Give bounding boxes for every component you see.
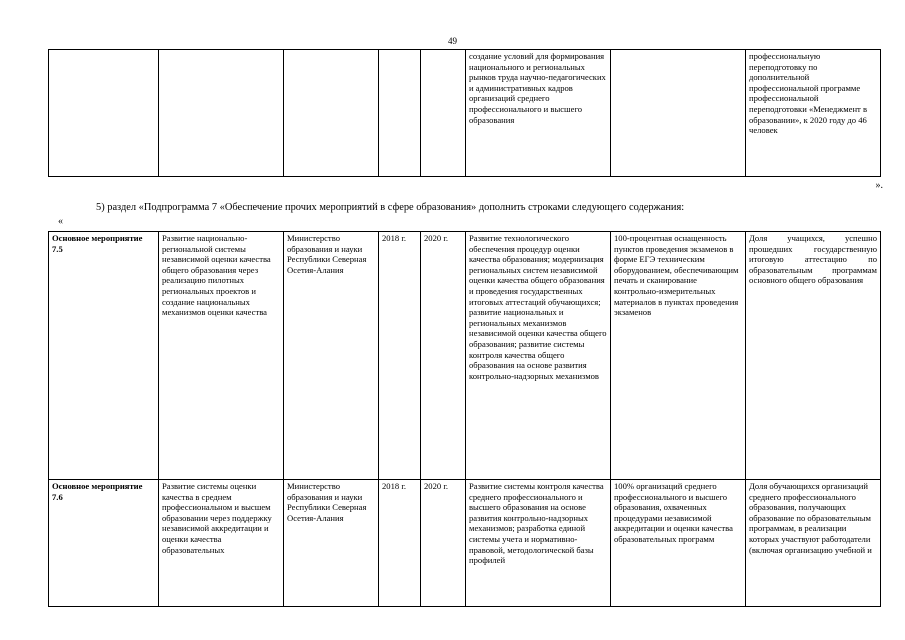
measure-result: 100% организаций среднего профессионального и высшего образования, охваченных процедурами независимой аккредитации и оценки качества образовательных программ [611,480,746,607]
measure-description: Развитие национально-региональной системы независимой оценки качества общего образования через реализацию пилотных региональных проектов и создание национальных механизмов оценки качества [159,232,284,480]
measure-end-year: 2020 г. [421,480,466,607]
measure-start-year: 2018 г. [379,232,421,480]
table-cell-directions: создание условий для формирования национального и региональных рынков труда научно-педагогических и административных кадров организаций среднего профессионального и высшего образования [466,50,611,177]
table-cell [159,50,284,177]
measure-start-year: 2018 г. [379,480,421,607]
measure-title: Основное мероприятие 7.5 [49,232,159,480]
measure-indicator: Доля обучающихся организаций среднего профессионального образования, получающих образование по образовательным программам, в реализации которых участвуют работодатели (включая организацию учебной и [746,480,881,607]
measure-description: Развитие системы оценки качества в среднем профессиональном и высшем образовании через поддержку независимой аккредитации и оценки качества образовательных [159,480,284,607]
continuation-table [48,49,881,177]
table-cell [611,50,746,177]
table-cell [379,50,421,177]
table-cell [421,50,466,177]
table-cell-indicator: профессиональную переподготовку по дополнительной профессиональной программе профессиональной переподготовки «Менеджмент в образовании», к 2020 году до 46 человек [746,50,881,177]
page-number: 49 [448,36,457,46]
closing-quote-mark: ». [875,180,883,191]
measures-table [48,231,881,607]
table-row [49,232,881,480]
measure-end-year: 2020 г. [421,232,466,480]
table-row [49,480,881,607]
table-row [49,50,881,177]
measure-directions: Развитие технологического обеспечения процедур оценки качества образования; модернизация региональных систем независимой оценки качества общего образования и проведения государственных итоговых аттестаций обучающихся; развитие национальных и региональных механизмов независимой оценки качества общего образования; развитие системы контроля качества общего образования на основе развития контрольно-надзорных механизмов [466,232,611,480]
measure-indicator: Доля учащихся, успешно прошедших государственную итоговую аттестацию по образовательным программам основного общего образования [746,232,881,480]
table-cell [49,50,159,177]
measure-result: 100-процентная оснащенность пунктов проведения экзаменов в форме ЕГЭ техническим оборудованием, обеспечивающим печать и сканирование контрольно-измерительных материалов в пунктах проведения экзаменов [611,232,746,480]
measure-title: Основное мероприятие 7.6 [49,480,159,607]
measure-executor: Министерство образования и науки Республики Северная Осетия-Алания [284,480,379,607]
measure-executor: Министерство образования и науки Республики Северная Осетия-Алания [284,232,379,480]
measure-directions: Развитие системы контроля качества среднего профессионального и высшего образования на основе развития контрольно-надзорных механизмов; разработка единой системы учета и нормативно-правовой, методологической базы профилей [466,480,611,607]
table-cell [284,50,379,177]
amendment-instruction: 5) раздел «Подпрограмма 7 «Обеспечение прочих мероприятий в сфере образования» дополнить строками следующего содержания: [96,202,685,213]
opening-quote-mark: « [58,216,63,227]
